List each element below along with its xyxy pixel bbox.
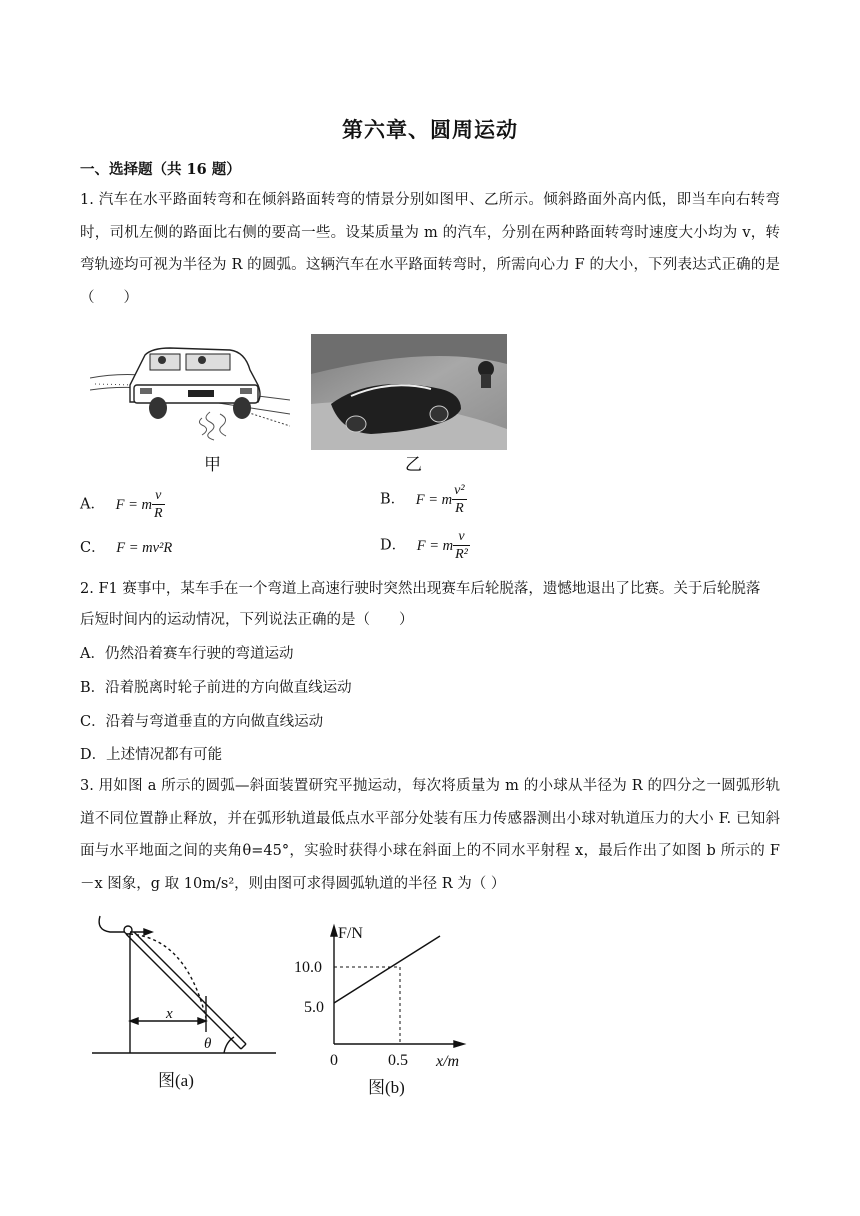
figure-left-caption: 甲	[204, 455, 221, 475]
figure-b-x-tick-origin: 0	[330, 1052, 338, 1069]
q2-option-d: D．上述情况都有可能	[80, 747, 223, 763]
figure-a-caption: 图(a)	[158, 1071, 194, 1090]
figure-a-apparatus	[86, 908, 286, 1108]
question-1-text: 1. 汽车在水平路面转弯和在倾斜路面转弯的情景分别如图甲、乙所示。倾斜路面外高内低，即当车向右转弯时，司机左侧的路面比右侧的要高一些。设某质量为 m 的汽车，分别在两种路面转弯时速度大小均为 v，转弯轨迹均可视为半径为 R 的圆弧。这辆汽车在水平路面转弯时，所需向心力 F 的大小，下列表达式正确的是（ ）	[80, 192, 780, 306]
figure-right-caption: 乙	[405, 455, 422, 475]
figure-b-caption: 图(b)	[368, 1078, 405, 1097]
q1-option-d	[380, 528, 470, 563]
question-2-text-line-1: 2. F1 赛事中，某车手在一个弯道上高速行驶时突然出现赛车后轮脱落，遗憾地退出了比赛。关于后轮脱落	[80, 581, 761, 597]
q1-option-a-label: A．	[80, 496, 105, 513]
figure-b-graph	[290, 920, 490, 1110]
q2-option-b: B．沿着脱离时轮子前进的方向做直线运动	[80, 680, 352, 696]
q1-option-d-lhs: F = m	[416, 537, 454, 554]
figure-b-x-axis-label: x/m	[436, 1053, 460, 1070]
q1-option-b-label: B．	[380, 491, 406, 508]
q1-option-b-denominator: R	[455, 501, 464, 516]
page-title: 第六章、圆周运动	[342, 118, 518, 142]
q1-option-a	[80, 487, 165, 522]
q1-option-d-denominator: R²	[455, 547, 468, 562]
q2-option-a: A．仍然沿着赛车行驶的弯道运动	[80, 646, 294, 662]
q1-option-b-numerator: v²	[454, 483, 465, 498]
q1-option-d-label: D．	[380, 537, 407, 554]
q2-option-c: C．沿着与弯道垂直的方向做直线运动	[80, 714, 324, 730]
q1-option-a-denominator: R	[153, 506, 163, 521]
figure-b-y-tick-1: 10.0	[294, 959, 322, 976]
question-3-text: 3. 用如图 a 所示的圆弧—斜面装置研究平抛运动，每次将质量为 m 的小球从半径为 R 的四分之一圆弧形轨道不同位置静止释放，并在弧形轨道最低点水平部分处装有压力传感器测出小球对轨道压力的大小 F. 已知斜面与水平地面之间的夹角θ=45°，实验时获得小球在斜面上的不同水平射程 x，最后作出了如图 b 所示的 F－x 图象，g 取 10m/s²，则由图可求得圆弧轨道的半径 R 为（ ）	[80, 778, 780, 892]
q1-option-a-lhs: F = m	[115, 496, 152, 513]
figure-b-y-tick-2: 5.0	[304, 999, 324, 1016]
q1-option-b-lhs: F = m	[415, 491, 453, 508]
q1-option-a-numerator: v	[152, 487, 165, 505]
q1-option-b	[380, 482, 467, 517]
figure-a-x-label: x	[166, 1006, 173, 1022]
figure-a-theta-label: θ	[204, 1036, 212, 1052]
figure-car-flat	[90, 340, 290, 450]
question-2-text-line-2: 后短时间内的运动情况，下列说法正确的是（ ）	[80, 612, 414, 628]
section-heading: 一、选择题（共 16 题）	[80, 161, 241, 178]
q1-option-c	[80, 536, 172, 557]
q1-option-c-expr: F = mv²R	[116, 540, 173, 556]
q1-option-c-label: C．	[80, 540, 106, 556]
figure-b-x-tick-1: 0.5	[388, 1052, 408, 1069]
figure-car-banked	[311, 334, 507, 450]
q1-option-d-numerator: v	[453, 528, 470, 546]
figure-b-y-axis-label: F/N	[338, 925, 363, 942]
